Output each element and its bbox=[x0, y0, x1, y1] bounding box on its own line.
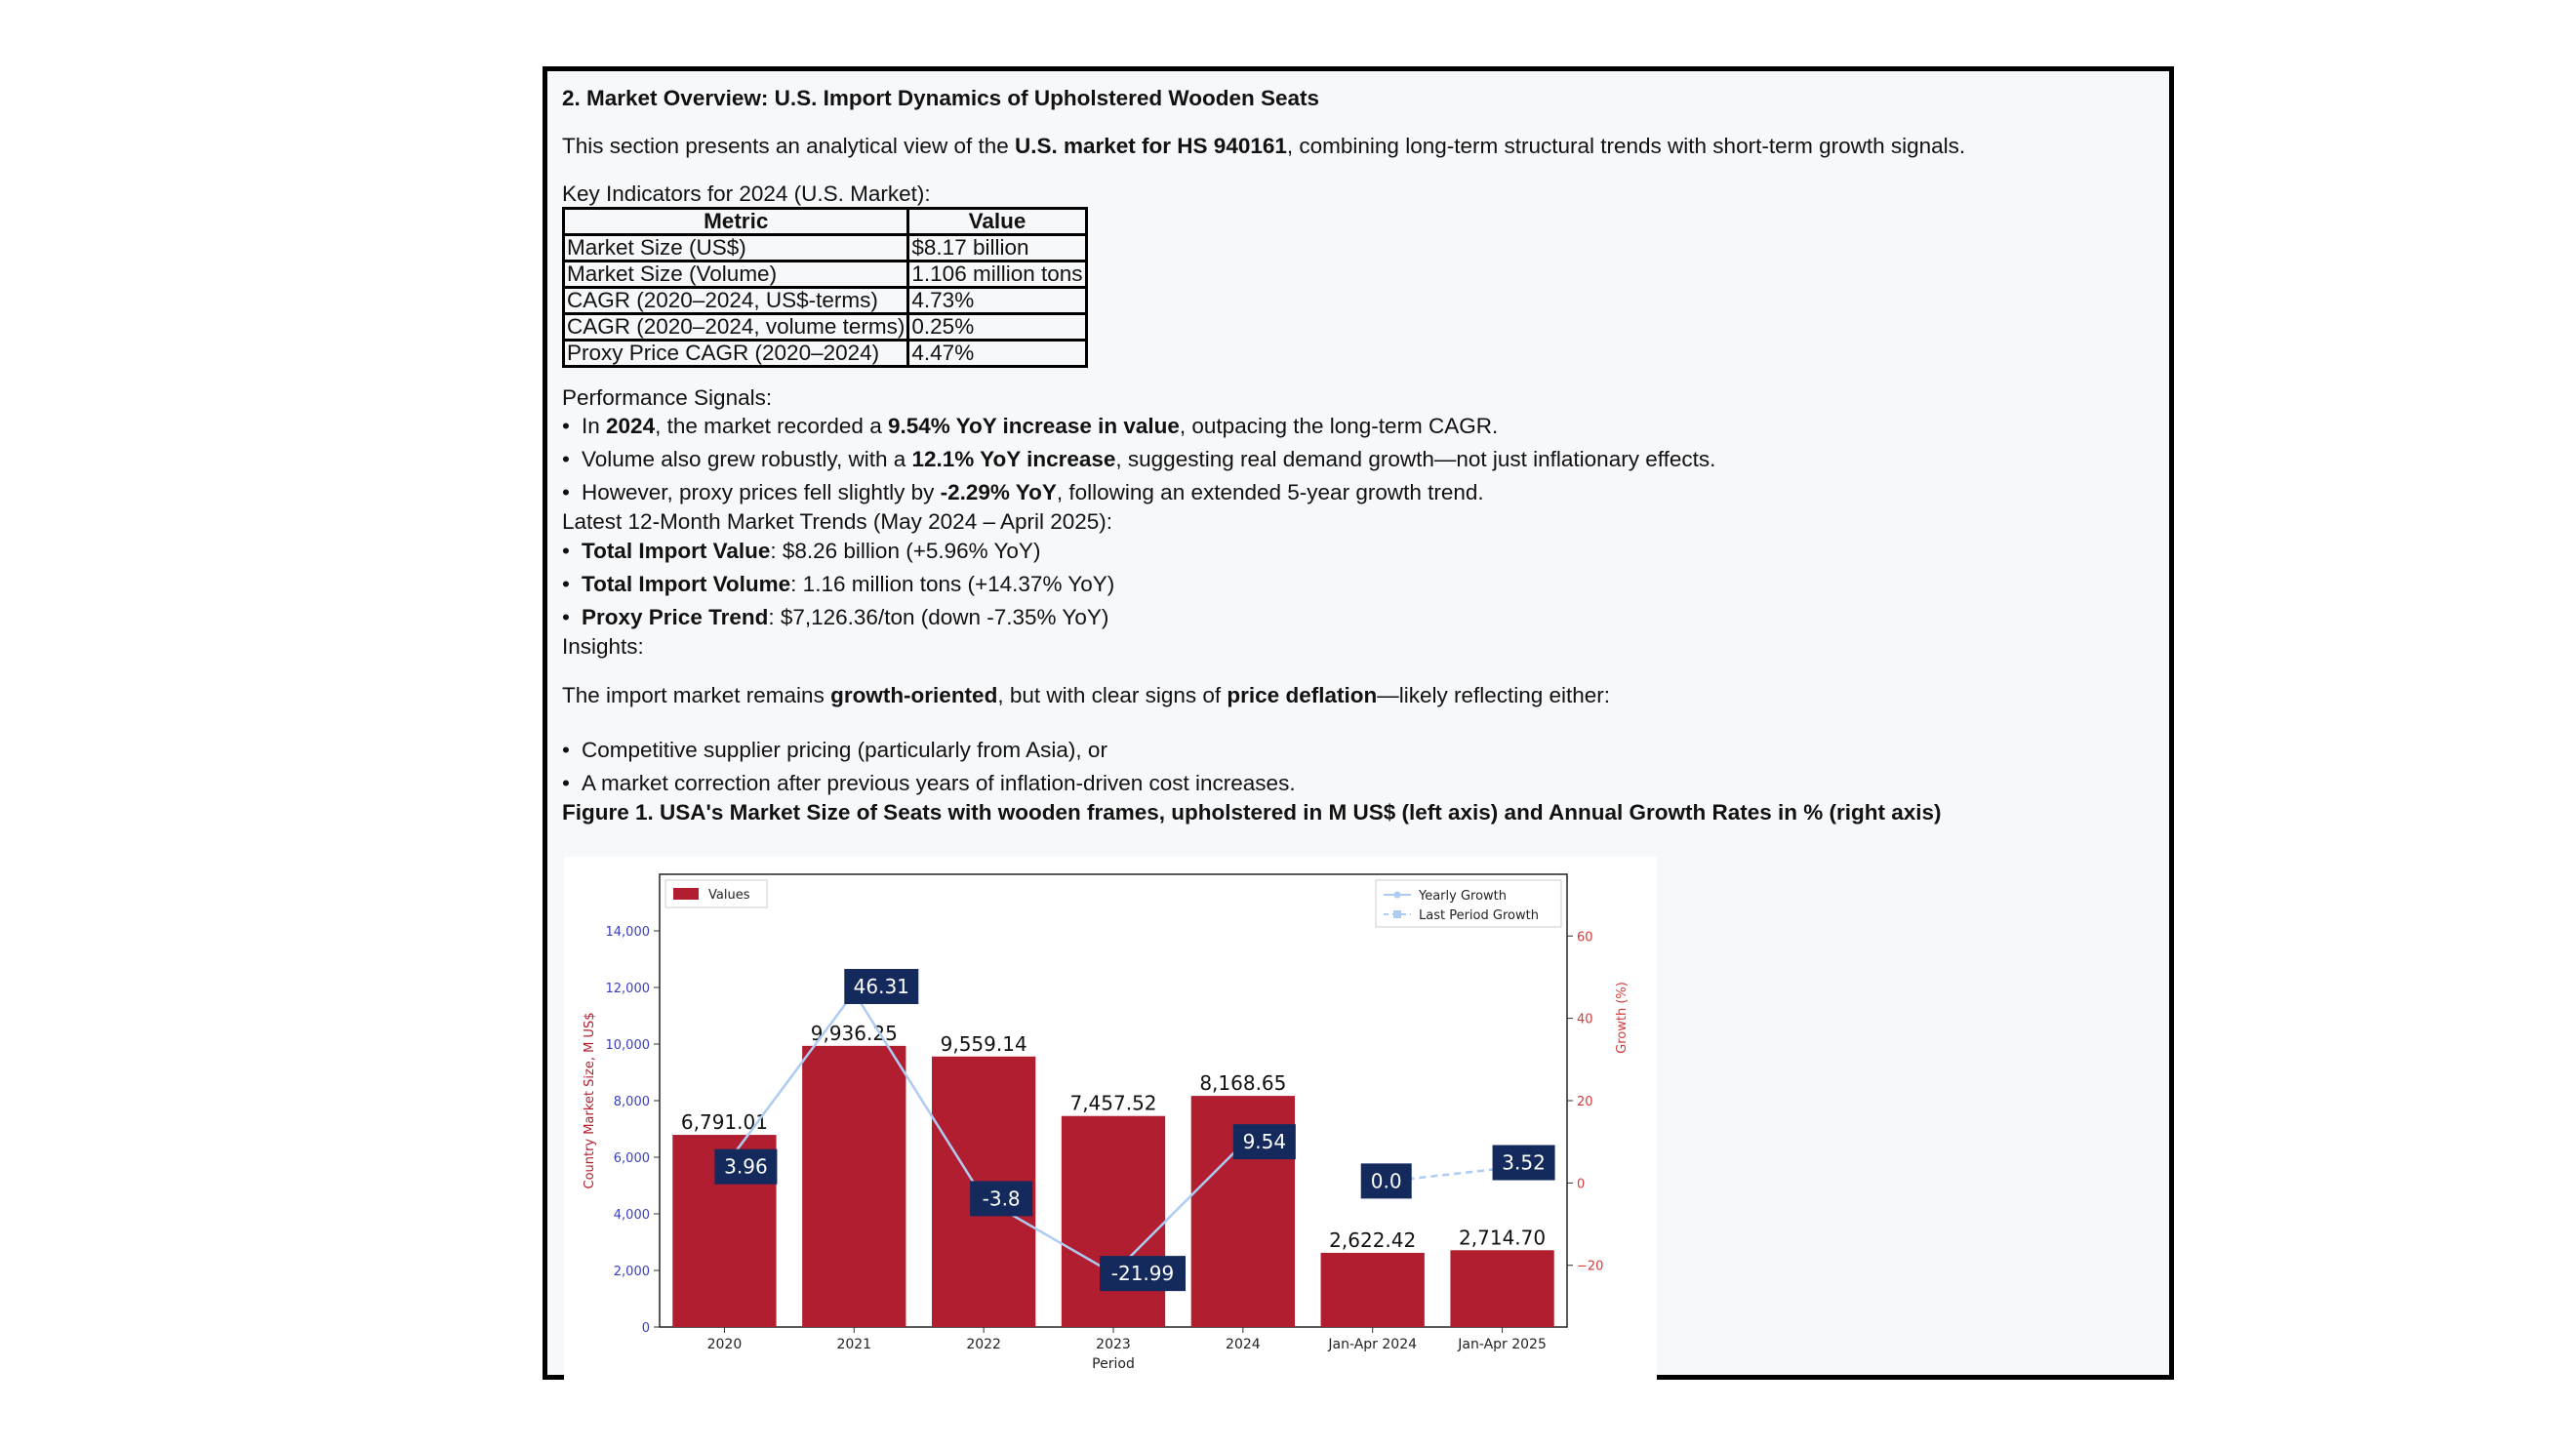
growth-label: 0.0 bbox=[1370, 1169, 1402, 1193]
bullet-bold: Proxy Price Trend bbox=[582, 605, 769, 629]
table-cell: CAGR (2020–2024, volume terms) bbox=[564, 314, 908, 341]
bullet-bold: Total Import Volume bbox=[582, 572, 791, 596]
bar-value-label: 6,791.01 bbox=[680, 1110, 768, 1135]
intro-paragraph bbox=[562, 133, 1965, 160]
intro-text-2: , combining long-term structural trends with short-term growth signals. bbox=[1286, 134, 1966, 158]
growth-label: -3.8 bbox=[982, 1187, 1021, 1211]
x-axis-title: Period bbox=[1092, 1356, 1135, 1372]
table-cell: Market Size (US$) bbox=[564, 235, 908, 262]
section-title: 2. Market Overview: U.S. Import Dynamics of Upholstered Wooden Seats bbox=[562, 86, 1320, 110]
bar-value-label: 2,714.70 bbox=[1459, 1226, 1547, 1250]
table-header-row bbox=[564, 209, 1087, 235]
bar-value-label: 9,936.25 bbox=[810, 1021, 898, 1045]
table-row bbox=[564, 262, 1087, 288]
bullet-bold: 12.1% YoY increase bbox=[911, 447, 1116, 471]
table-cell: CAGR (2020–2024, US$-terms) bbox=[564, 288, 908, 314]
left-tick-label: 14,000 bbox=[605, 925, 650, 940]
left-tick-label: 0 bbox=[641, 1321, 650, 1336]
x-tick-label: 2020 bbox=[706, 1337, 743, 1352]
bullet-text: , following an extended 5-year growth trend. bbox=[1056, 480, 1484, 504]
right-tick-label: 40 bbox=[1577, 1012, 1593, 1027]
left-tick-label: 10,000 bbox=[605, 1038, 650, 1053]
table-row bbox=[564, 235, 1087, 262]
bullet-text: , the market recorded a bbox=[655, 414, 888, 438]
insights-text: , but with clear signs of bbox=[997, 683, 1228, 707]
table-cell: 4.73% bbox=[908, 288, 1086, 314]
report-frame bbox=[543, 66, 2174, 1380]
right-tick-label: −20 bbox=[1577, 1259, 1604, 1274]
x-tick-label: 2023 bbox=[1096, 1337, 1131, 1352]
insights-bold: price deflation bbox=[1227, 683, 1378, 707]
legend-last-period-marker bbox=[1393, 910, 1401, 918]
bullet-text: : 1.16 million tons (+14.37% YoY) bbox=[790, 572, 1115, 596]
table-cell: $8.17 billion bbox=[908, 235, 1086, 262]
x-tick-label: Jan-Apr 2024 bbox=[1328, 1337, 1418, 1352]
legend-yearly-growth-marker bbox=[1394, 892, 1401, 899]
y-axis-left-title: Country Market Size, M US$ bbox=[583, 1012, 597, 1189]
bullet-text: In bbox=[582, 414, 607, 438]
legend-last-period-label: Last Period Growth bbox=[1419, 908, 1539, 923]
table-cell: 1.106 million tons bbox=[908, 262, 1086, 288]
performance-bullet-2: • Volume also grew robustly, with a 12.1% YoY increase, suggesting real demand growth—not just inflationary effects. bbox=[562, 447, 1716, 471]
intro-text-1: This section presents an analytical view of the bbox=[562, 134, 1015, 158]
insights-text: The import market remains bbox=[562, 683, 831, 707]
bullet-bold: -2.29% YoY bbox=[940, 480, 1057, 504]
bar-6 bbox=[1450, 1250, 1553, 1327]
bullet-text: , suggesting real demand growth—not just inflationary effects. bbox=[1115, 447, 1716, 471]
table-header-metric: Metric bbox=[564, 209, 908, 235]
x-tick-label: 2021 bbox=[836, 1337, 872, 1352]
table-row bbox=[564, 341, 1087, 367]
bullet-text: Volume also grew robustly, with a bbox=[582, 447, 912, 471]
x-tick-label: Jan-Apr 2025 bbox=[1458, 1337, 1547, 1352]
insights-heading: Insights: bbox=[562, 634, 644, 659]
insights-bullet-1: • Competitive supplier pricing (particularly from Asia), or bbox=[562, 738, 1107, 762]
bar-value-label: 2,622.42 bbox=[1329, 1228, 1417, 1252]
legend-yearly-growth-label: Yearly Growth bbox=[1419, 889, 1508, 904]
bullet-bold: Total Import Value bbox=[582, 539, 771, 563]
left-tick-label: 4,000 bbox=[613, 1208, 650, 1223]
left-tick-label: 12,000 bbox=[605, 982, 650, 996]
table-row bbox=[564, 288, 1087, 314]
right-tick-label: 20 bbox=[1577, 1095, 1593, 1109]
left-tick-label: 6,000 bbox=[613, 1151, 650, 1166]
bullet-text: , outpacing the long-term CAGR. bbox=[1179, 414, 1499, 438]
growth-label: 3.52 bbox=[1502, 1150, 1546, 1175]
bar-1 bbox=[802, 1046, 906, 1327]
insights-bullet-2: • A market correction after previous years of inflation-driven cost increases. bbox=[562, 771, 1296, 795]
growth-label: 46.31 bbox=[853, 975, 909, 999]
table-cell: Proxy Price CAGR (2020–2024) bbox=[564, 341, 908, 367]
bar-5 bbox=[1321, 1253, 1425, 1327]
bar-3 bbox=[1062, 1116, 1165, 1327]
insights-paragraph bbox=[562, 682, 1610, 709]
x-tick-label: 2024 bbox=[1226, 1337, 1261, 1352]
insights-bold: growth-oriented bbox=[830, 683, 998, 707]
table-cell: 4.47% bbox=[908, 341, 1086, 367]
x-tick-label: 2022 bbox=[966, 1337, 1001, 1352]
bullet-text: : $8.26 billion (+5.96% YoY) bbox=[770, 539, 1041, 563]
bar-value-label: 8,168.65 bbox=[1199, 1071, 1287, 1096]
chart-svg bbox=[564, 857, 1657, 1384]
trends-bullet-1: • Total Import Value: $8.26 billion (+5.96% YoY) bbox=[562, 539, 1041, 563]
table-caption: Key Indicators for 2024 (U.S. Market): bbox=[562, 181, 931, 206]
bullet-text: However, proxy prices fell slightly by bbox=[582, 480, 941, 504]
trends-heading: Latest 12-Month Market Trends (May 2024 – April 2025): bbox=[562, 509, 1113, 534]
legend-values-swatch bbox=[673, 888, 699, 900]
figure-caption: Figure 1. USA's Market Size of Seats with wooden frames, upholstered in M US$ (left axis) and Annual Growth Rates in % (right axis) bbox=[562, 800, 1942, 825]
trends-bullet-3: • Proxy Price Trend: $7,126.36/ton (down -7.35% YoY) bbox=[562, 605, 1109, 629]
insights-text: —likely reflecting either: bbox=[1377, 683, 1611, 707]
right-tick-label: 0 bbox=[1577, 1177, 1586, 1192]
market-size-chart bbox=[564, 857, 1657, 1384]
trends-bullet-2: • Total Import Volume: 1.16 million tons (+14.37% YoY) bbox=[562, 572, 1115, 596]
left-tick-label: 8,000 bbox=[613, 1095, 650, 1109]
table-cell: Market Size (Volume) bbox=[564, 262, 908, 288]
key-indicators-table bbox=[562, 207, 1088, 368]
performance-bullet-1: • In 2024, the market recorded a 9.54% YoY increase in value, outpacing the long-term CAGR. bbox=[562, 414, 1499, 438]
growth-label: 9.54 bbox=[1242, 1130, 1287, 1154]
growth-label: -21.99 bbox=[1110, 1262, 1175, 1286]
right-tick-label: 60 bbox=[1577, 930, 1593, 946]
y-axis-right-title: Growth (%) bbox=[1615, 982, 1630, 1054]
legend-values-label: Values bbox=[708, 888, 750, 903]
bullet-bold: 2024 bbox=[606, 414, 656, 438]
bullet-bold: 9.54% YoY increase in value bbox=[887, 414, 1180, 438]
table-cell: 0.25% bbox=[908, 314, 1086, 341]
table-header-value: Value bbox=[908, 209, 1086, 235]
bullet-text: A market correction after previous years of inflation-driven cost increases. bbox=[582, 771, 1296, 795]
growth-label: 3.96 bbox=[724, 1154, 768, 1179]
bullet-text: : $7,126.36/ton (down -7.35% YoY) bbox=[768, 605, 1109, 629]
bar-value-label: 7,457.52 bbox=[1069, 1091, 1157, 1115]
intro-bold: U.S. market for HS 940161 bbox=[1015, 134, 1287, 158]
left-tick-label: 2,000 bbox=[613, 1265, 650, 1279]
bullet-text: Competitive supplier pricing (particularly from Asia), or bbox=[582, 738, 1107, 762]
table-row bbox=[564, 314, 1087, 341]
performance-bullet-3: • However, proxy prices fell slightly by -2.29% YoY, following an extended 5-year growth trend. bbox=[562, 480, 1484, 504]
performance-heading: Performance Signals: bbox=[562, 385, 773, 410]
bar-value-label: 9,559.14 bbox=[940, 1031, 1027, 1056]
